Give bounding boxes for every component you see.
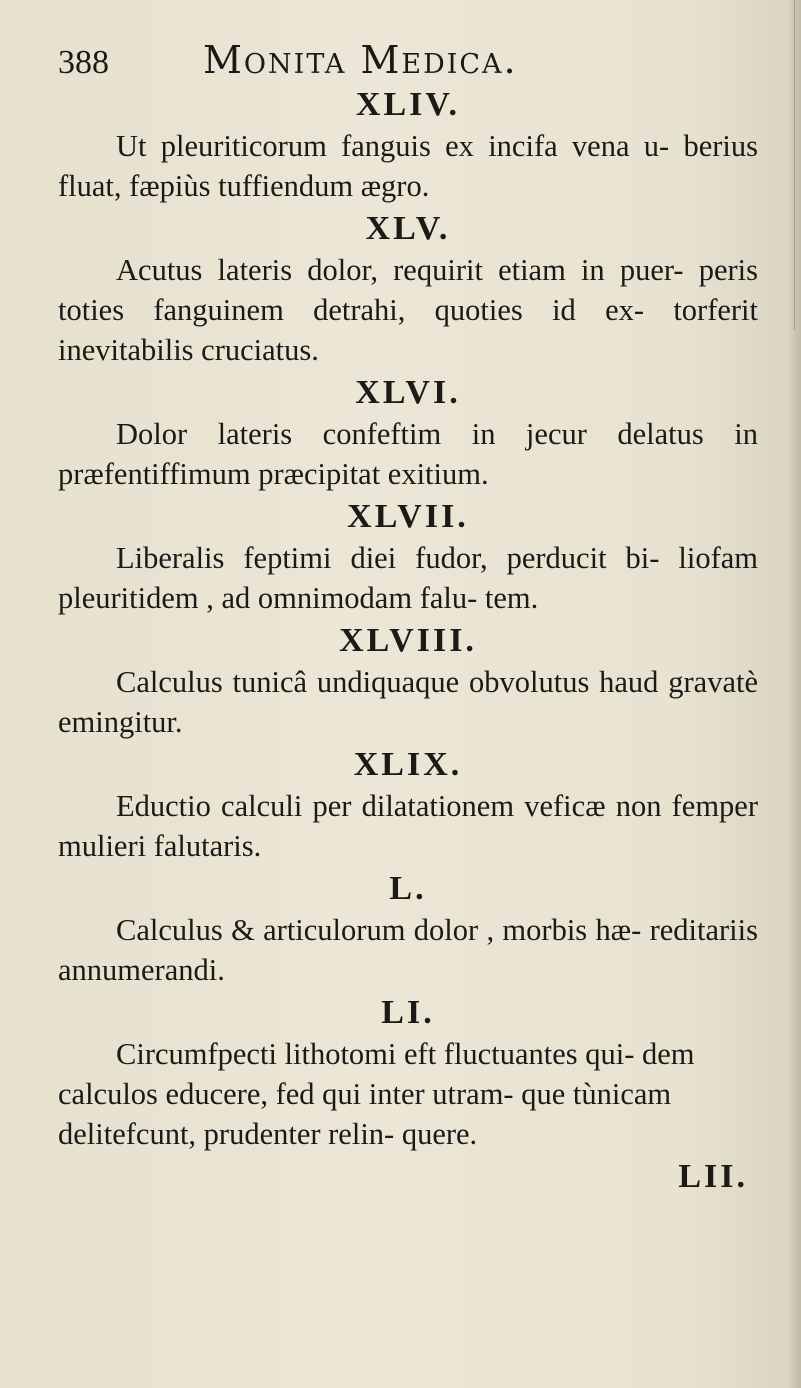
aphorism xyxy=(58,372,758,494)
aphorism xyxy=(58,868,758,990)
aphorism-text: Circumfpecti lithotomi eft fluctuantes qui- dem calculos educere, fed qui inter utram- que tùnicam delitefcunt, prudenter relin- quere. xyxy=(58,1037,695,1151)
page-edge-line xyxy=(794,0,795,330)
aphorism-number: L. xyxy=(389,870,427,907)
running-head xyxy=(58,40,758,84)
aphorism-text: Eductio calculi per dilatationem veficæ non femper mulieri falutaris. xyxy=(58,789,758,863)
page-number: 388 xyxy=(58,44,109,81)
aphorism-number: XLVIII. xyxy=(339,622,477,659)
aphorism-text: Dolor lateris confeftim in jecur delatus in præfentiffimum præcipitat exitium. xyxy=(58,417,758,491)
text-block xyxy=(58,40,758,1198)
aphorism xyxy=(58,744,758,866)
aphorism xyxy=(58,208,758,370)
aphorism-number: XLVII. xyxy=(347,498,469,535)
aphorism xyxy=(58,496,758,618)
aphorism-number: XLV. xyxy=(365,210,451,247)
aphorism xyxy=(58,992,758,1154)
aphorism-text: Liberalis feptimi diei fudor, perducit bi- liofam pleuritidem , ad omnimodam falu- tem. xyxy=(58,541,758,615)
catchword: LII. xyxy=(678,1158,748,1195)
aphorism-text: Ut pleuriticorum fanguis ex incifa vena u- berius fluat, fæpiùs tuffiendum ægro. xyxy=(58,129,758,203)
aphorism-text: Acutus lateris dolor, requirit etiam in puer- peris toties fanguinem detrahi, quoties id ex- torferit inevitabilis cruciatus. xyxy=(58,253,758,367)
aphorism xyxy=(58,620,758,742)
aphorism xyxy=(58,84,758,206)
running-title: Monita Medica. xyxy=(203,38,518,82)
aphorism-number: XLIV. xyxy=(355,86,461,123)
aphorism-text: Calculus tunicâ undiquaque obvolutus haud gravatè emingitur. xyxy=(58,665,758,739)
aphorism-number: LI. xyxy=(381,994,435,1031)
aphorism-text: Calculus & articulorum dolor , morbis hæ- reditariis annumerandi. xyxy=(58,913,758,987)
aphorism-number: XLIX. xyxy=(353,746,463,783)
aphorism-number: XLVI. xyxy=(355,374,461,411)
